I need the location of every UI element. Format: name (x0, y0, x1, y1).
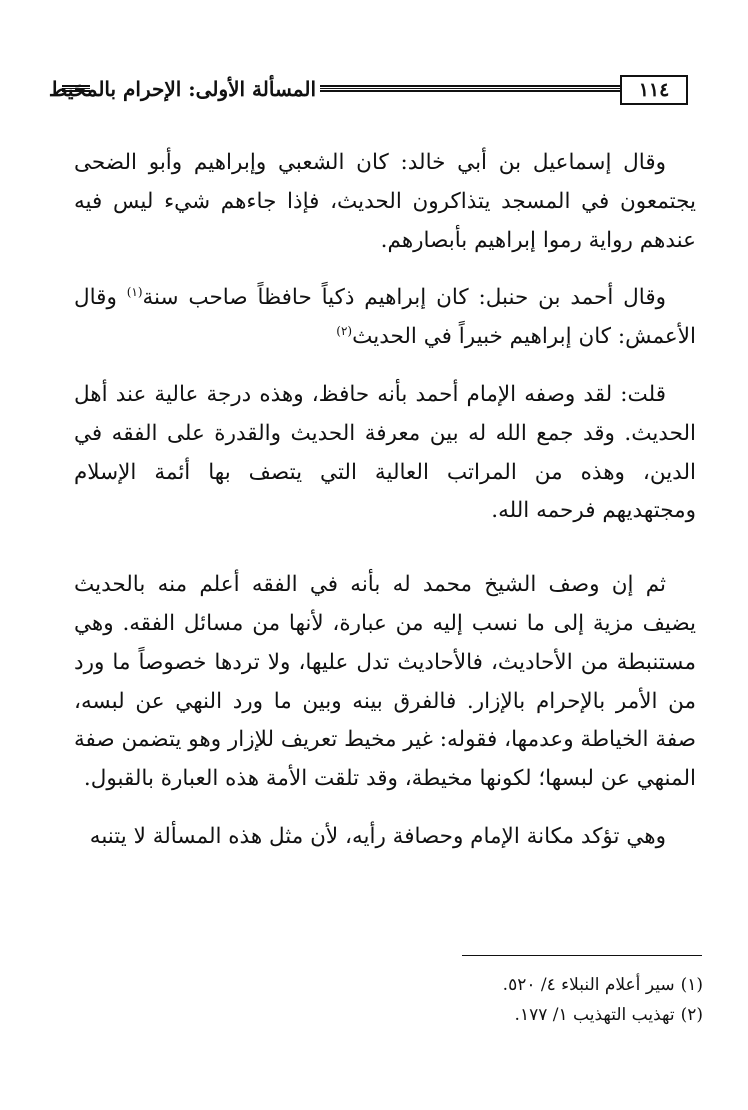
running-header (48, 72, 690, 112)
paragraph-ahmad-text-b: وقال الأعمش: كان إبراهيم خبيراً في الحديث (74, 285, 696, 350)
paragraph-ismail: وقال إسماعيل بن أبي خالد: كان الشعبي وإبراهيم وأبو الضحى يجتمعون في المسجد يتذاكرون الحديث، فإذا جاءهم شيء ليس فيه عندهم رواية رموا إبراهيم بأبصارهم. (74, 150, 696, 253)
footnote-1 (300, 970, 703, 1000)
footnote-2 (300, 1000, 703, 1030)
paragraph-ahmad (74, 279, 696, 357)
footnote-1-text: سير أعلام النبلاء ٤/ ٥٢٠. (502, 975, 675, 995)
paragraph-sheikh-muhammad: ثم إن وصف الشيخ محمد له بأنه في الفقه أعلم منه بالحديث يضيف مزية إلى ما نسب إليه من عبارة، لأنها من مسائل الفقه. وهي مستنبطة من الأحاديث، فالأحاديث تدل عليها، ولا تردها خصوصاً ما ورد من الأمر بالإحرام بالإزار. فالفرق بينه وبين ما ورد النهي عن لبسه، صفة الخياطة وعدمها، فقوله: غير مخيط تعريف للإزار وهو يتضمن صفة المنهي عن لبسها؛ لكونها مخيطة، وقد تلقت الأمة هذه العبارة بالقبول. (74, 572, 696, 792)
running-title: المسألة الأولى: الإحرام بالمخيط (48, 77, 316, 101)
paragraph-continuation: وهي تؤكد مكانة الإمام وحصافة رأيه، لأن مثل هذه المسألة لا يتنبه (89, 823, 666, 849)
page-number: ١١٤ (620, 75, 688, 105)
footnote-2-text: تهذيب التهذيب ١/ ١٧٧. (514, 1005, 675, 1025)
footnote-divider (462, 955, 702, 956)
paragraph-qultu: قلت: لقد وصفه الإمام أحمد بأنه حافظ، وهذه درجة عالية عند أهل الحديث. وقد جمع الله له بين معرفة الحديث والقدرة على الفقه في الدين، وهذه من المراتب العالية التي يتصف بها أئمة الإسلام ومجتهديهم فرحمه الله. (74, 381, 696, 524)
paragraph-ahmad-text-a: وقال أحمد بن حنبل: كان إبراهيم ذكياً حافظاً صاحب سنة (142, 285, 667, 311)
footnote-ref-2[interactable]: (٢) (336, 324, 353, 339)
header-rule-right (320, 85, 620, 92)
footnote-ref-1[interactable]: (١) (126, 285, 143, 300)
body-text (74, 144, 696, 857)
footnote-2-number: (٢) (680, 1005, 703, 1025)
footnotes (300, 970, 703, 1030)
footnote-1-number: (١) (680, 975, 703, 995)
